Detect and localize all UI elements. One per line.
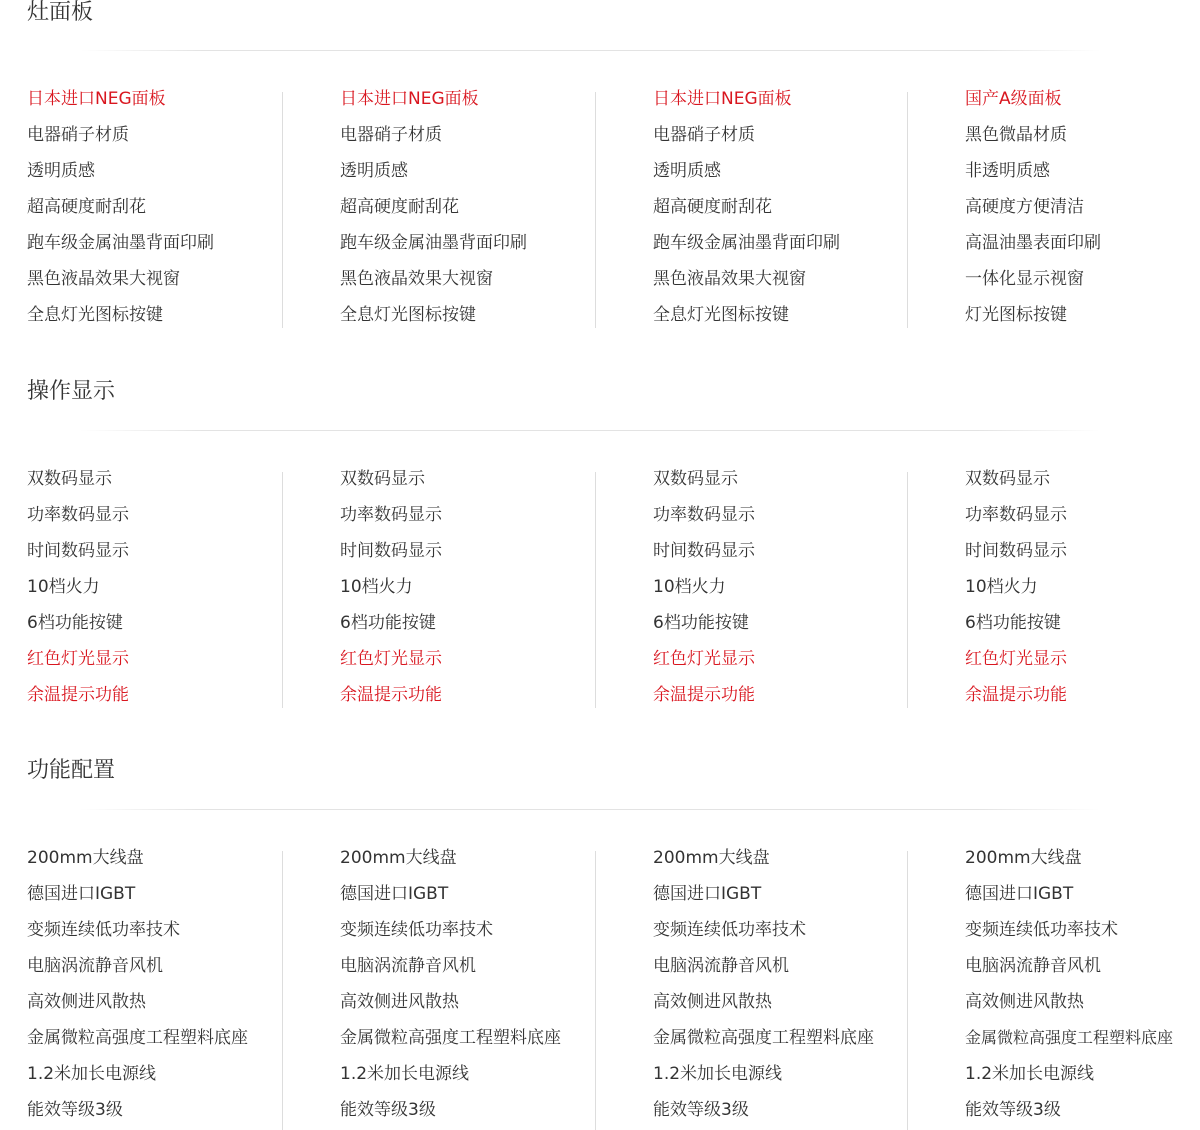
spec-item: 金属微粒高强度工程塑料底座 xyxy=(965,1028,1174,1047)
spec-item: 红色灯光显示 xyxy=(653,649,755,669)
spec-item: 200mm大线盘 xyxy=(653,848,770,868)
spec-item: 时间数码显示 xyxy=(965,541,1067,561)
spec-column-4 xyxy=(965,461,1067,713)
spec-item: 时间数码显示 xyxy=(340,541,442,561)
column-divider xyxy=(595,472,596,708)
spec-item: 高效侧进风散热 xyxy=(340,992,459,1012)
spec-item: 德国进口IGBT xyxy=(340,884,449,904)
spec-item: 电脑涡流静音风机 xyxy=(27,956,163,976)
spec-item: 10档火力 xyxy=(340,577,413,597)
spec-item: 余温提示功能 xyxy=(340,685,442,705)
spec-item: 国产A级面板 xyxy=(965,89,1062,109)
spec-item: 能效等级3级 xyxy=(653,1100,749,1120)
spec-item: 电器硝子材质 xyxy=(653,125,755,145)
column-divider xyxy=(595,92,596,328)
spec-item: 金属微粒高强度工程塑料底座 xyxy=(340,1028,561,1048)
spec-item: 能效等级3级 xyxy=(27,1100,123,1120)
spec-item: 黑色液晶效果大视窗 xyxy=(27,269,180,289)
spec-item: 6档功能按键 xyxy=(340,613,436,633)
spec-item: 双数码显示 xyxy=(340,469,425,489)
spec-item: 功率数码显示 xyxy=(965,505,1067,525)
spec-item: 功率数码显示 xyxy=(340,505,442,525)
section-title: 功能配置 xyxy=(27,758,116,783)
spec-item: 变频连续低功率技术 xyxy=(653,920,806,940)
column-divider xyxy=(282,472,283,708)
spec-item: 金属微粒高强度工程塑料底座 xyxy=(27,1028,248,1048)
spec-item: 德国进口IGBT xyxy=(653,884,762,904)
spec-item: 1.2米加长电源线 xyxy=(965,1064,1095,1084)
spec-item: 200mm大线盘 xyxy=(27,848,144,868)
section-title: 操作显示 xyxy=(27,379,116,404)
spec-item: 红色灯光显示 xyxy=(965,649,1067,669)
spec-item: 高效侧进风散热 xyxy=(27,992,146,1012)
spec-item: 高效侧进风散热 xyxy=(653,992,772,1012)
spec-item: 透明质感 xyxy=(340,161,408,181)
spec-item: 金属微粒高强度工程塑料底座 xyxy=(653,1028,874,1048)
spec-item: 电脑涡流静音风机 xyxy=(965,956,1101,976)
spec-item: 超高硬度耐刮花 xyxy=(27,197,146,217)
spec-item: 10档火力 xyxy=(653,577,726,597)
spec-item: 透明质感 xyxy=(653,161,721,181)
spec-column-1 xyxy=(27,461,129,713)
spec-item: 电器硝子材质 xyxy=(27,125,129,145)
spec-item: 变频连续低功率技术 xyxy=(965,920,1118,940)
spec-item: 红色灯光显示 xyxy=(340,649,442,669)
spec-item: 日本进口NEG面板 xyxy=(653,89,792,109)
spec-item: 德国进口IGBT xyxy=(27,884,136,904)
spec-item: 非透明质感 xyxy=(965,161,1050,181)
spec-item: 6档功能按键 xyxy=(27,613,123,633)
spec-item: 高硬度方便清洁 xyxy=(965,197,1084,217)
spec-item: 电脑涡流静音风机 xyxy=(340,956,476,976)
spec-item: 功率数码显示 xyxy=(653,505,755,525)
column-divider xyxy=(595,851,596,1130)
spec-item: 200mm大线盘 xyxy=(340,848,457,868)
spec-item: 超高硬度耐刮花 xyxy=(653,197,772,217)
spec-item: 德国进口IGBT xyxy=(965,884,1074,904)
spec-item: 一体化显示视窗 xyxy=(965,269,1084,289)
spec-item: 功率数码显示 xyxy=(27,505,129,525)
spec-item: 灯光图标按键 xyxy=(965,305,1067,325)
column-divider xyxy=(907,472,908,708)
column-divider xyxy=(907,851,908,1130)
spec-column-3 xyxy=(653,461,755,713)
section-divider xyxy=(80,50,1100,51)
spec-item: 超高硬度耐刮花 xyxy=(340,197,459,217)
spec-item: 余温提示功能 xyxy=(653,685,755,705)
spec-item: 跑车级金属油墨背面印刷 xyxy=(653,233,840,253)
spec-column-2 xyxy=(340,461,442,713)
spec-item: 全息灯光图标按键 xyxy=(340,305,476,325)
spec-item: 能效等级3级 xyxy=(340,1100,436,1120)
spec-item: 时间数码显示 xyxy=(653,541,755,561)
spec-item: 日本进口NEG面板 xyxy=(27,89,166,109)
spec-column-2 xyxy=(340,840,561,1128)
spec-item: 能效等级3级 xyxy=(965,1100,1061,1120)
spec-column-3 xyxy=(653,81,840,333)
spec-item: 高效侧进风散热 xyxy=(965,992,1084,1012)
spec-item: 日本进口NEG面板 xyxy=(340,89,479,109)
spec-item: 电脑涡流静音风机 xyxy=(653,956,789,976)
spec-item: 时间数码显示 xyxy=(27,541,129,561)
spec-item: 黑色液晶效果大视窗 xyxy=(653,269,806,289)
column-divider xyxy=(282,92,283,328)
spec-item: 6档功能按键 xyxy=(965,613,1061,633)
spec-item: 200mm大线盘 xyxy=(965,848,1082,868)
column-divider xyxy=(282,851,283,1130)
spec-item: 6档功能按键 xyxy=(653,613,749,633)
spec-item: 1.2米加长电源线 xyxy=(340,1064,470,1084)
spec-column-3 xyxy=(653,840,874,1128)
spec-item: 变频连续低功率技术 xyxy=(27,920,180,940)
column-divider xyxy=(907,92,908,328)
spec-column-4 xyxy=(965,840,1173,1128)
spec-column-1 xyxy=(27,81,214,333)
spec-item: 余温提示功能 xyxy=(965,685,1067,705)
spec-item: 余温提示功能 xyxy=(27,685,129,705)
spec-item: 黑色液晶效果大视窗 xyxy=(340,269,493,289)
spec-item: 红色灯光显示 xyxy=(27,649,129,669)
spec-item: 1.2米加长电源线 xyxy=(653,1064,783,1084)
spec-item: 变频连续低功率技术 xyxy=(340,920,493,940)
spec-item: 10档火力 xyxy=(965,577,1038,597)
spec-item: 1.2米加长电源线 xyxy=(27,1064,157,1084)
spec-item: 双数码显示 xyxy=(27,469,112,489)
section-title: 灶面板 xyxy=(27,0,94,25)
spec-column-4 xyxy=(965,81,1101,333)
spec-item: 双数码显示 xyxy=(965,469,1050,489)
section-divider xyxy=(80,430,1100,431)
spec-column-2 xyxy=(340,81,527,333)
spec-item: 双数码显示 xyxy=(653,469,738,489)
spec-column-1 xyxy=(27,840,248,1128)
spec-item: 跑车级金属油墨背面印刷 xyxy=(27,233,214,253)
spec-item: 高温油墨表面印刷 xyxy=(965,233,1101,253)
spec-item: 电器硝子材质 xyxy=(340,125,442,145)
spec-item: 黑色微晶材质 xyxy=(965,125,1067,145)
spec-item: 全息灯光图标按键 xyxy=(653,305,789,325)
spec-item: 10档火力 xyxy=(27,577,100,597)
spec-item: 跑车级金属油墨背面印刷 xyxy=(340,233,527,253)
spec-item: 全息灯光图标按键 xyxy=(27,305,163,325)
spec-item: 透明质感 xyxy=(27,161,95,181)
section-divider xyxy=(80,809,1100,810)
